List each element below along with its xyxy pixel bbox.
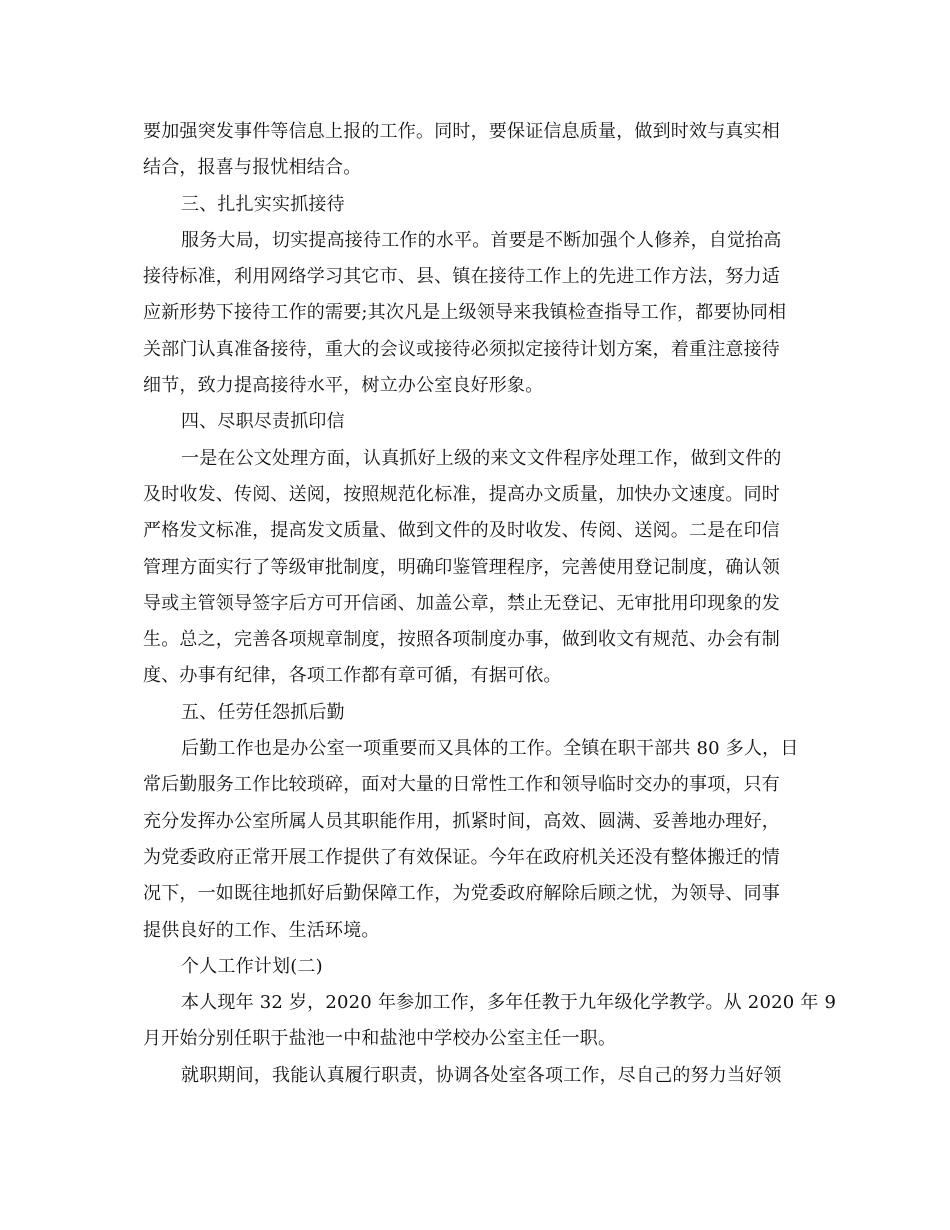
text-line: 充分发挥办公室所属人员其职能作用，抓紧时间，高效、圆满、妥善地办理好，: [143, 810, 780, 832]
document-body: [143, 114, 837, 1094]
text-line: 本人现年 32 岁，2020 年参加工作，多年任教于九年级化学教学。从 2020 年 9: [181, 992, 837, 1014]
text-line: 细节，致力提高接待水平，树立办公室良好形象。: [143, 375, 544, 397]
text-line: 接待标准，利用网络学习其它市、县、镇在接待工作上的先进工作方法，努力适: [143, 266, 780, 288]
text-line: 应新形势下接待工作的需要;其次凡是上级领导来我镇检查指导工作，都要协同相: [143, 302, 787, 324]
text-line: 就职期间，我能认真履行职责，协调各处室各项工作，尽自己的努力当好领: [181, 1064, 782, 1086]
text-line: 常后勤服务工作比较琐碎，面对大量的日常性工作和领导临时交办的事项，只有: [143, 774, 780, 796]
text-line: 一是在公文处理方面，认真抓好上级的来文文件程序处理工作，做到文件的: [181, 447, 782, 469]
text-line: 导或主管领导签字后方可开信函、加盖公章，禁止无登记、无审批用印现象的发: [143, 592, 780, 614]
section-heading: 五、任劳任怨抓后勤: [181, 701, 345, 723]
text-line: 关部门认真准备接待，重大的会议或接待必须拟定接待计划方案，着重注意接待: [143, 338, 780, 360]
text-line: 严格发文标准，提高发文质量、做到文件的及时收发、传阅、送阅。二是在印信: [143, 520, 780, 542]
text-line: 为党委政府正常开展工作提供了有效保证。今年在政府机关还没有整体搬迁的情: [143, 846, 780, 868]
text-line: 提供良好的工作、生活环境。: [143, 919, 380, 941]
text-line: 月开始分别任职于盐池一中和盐池中学校办公室主任一职。: [143, 1028, 617, 1050]
text-line: 后勤工作也是办公室一项重要而又具体的工作。全镇在职干部共 80 多人，日: [181, 738, 799, 760]
text-line: 结合，报喜与报忧相结合。: [143, 157, 362, 179]
section-heading: 三、扎扎实实抓接待: [181, 193, 345, 215]
text-line: 要加强突发事件等信息上报的工作。同时，要保证信息质量，做到时效与真实相: [143, 121, 780, 142]
text-line: 况下，一如既往地抓好后勤保障工作，为党委政府解除后顾之忧，为领导、同事: [143, 883, 780, 905]
text-line: 生。总之，完善各项规章制度，按照各项制度办事，做到收文有规范、办会有制: [143, 629, 780, 651]
section-heading: 四、尽职尽责抓印信: [181, 411, 345, 433]
text-line: 管理方面实行了等级审批制度，明确印鉴管理程序，完善使用登记制度，确认领: [143, 556, 780, 578]
text-line: 度、办事有纪律，各项工作都有章可循，有据可依。: [143, 665, 562, 687]
text-line: 及时收发、传阅、送阅，按照规范化标准，提高办文质量，加快办文速度。同时: [143, 483, 780, 505]
section-heading: 个人工作计划(二): [181, 955, 323, 977]
text-line: 服务大局，切实提高接待工作的水平。首要是不断加强个人修养，自觉抬高: [181, 229, 782, 251]
